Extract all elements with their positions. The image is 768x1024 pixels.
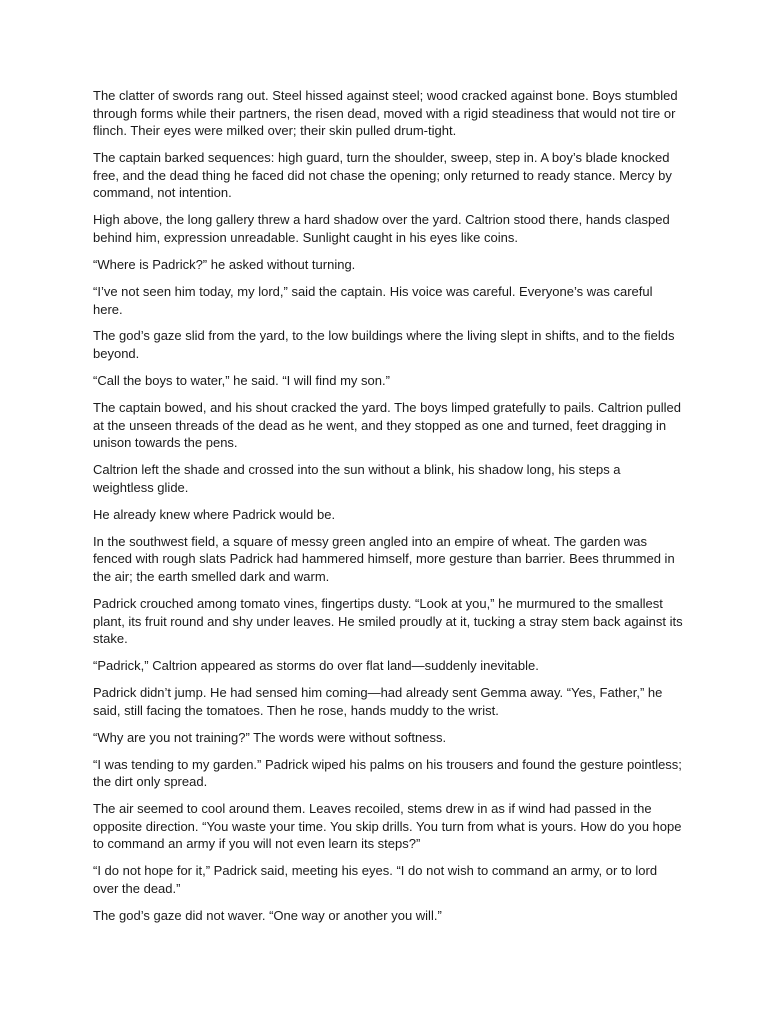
paragraph: In the southwest field, a square of messy green angled into an empire of wheat. The garden was fenced with rough slats Padrick had hammered himself, more gesture than barrier. Bees thrummed in the air; the earth smelled dark and warm. — [93, 533, 675, 584]
paragraph: “Padrick,” Caltrion appeared as storms do over flat land—suddenly inevitable. — [93, 658, 539, 674]
paragraph: “Call the boys to water,” he said. “I will find my son.” — [93, 373, 390, 389]
paragraph: “I do not hope for it,” Padrick said, meeting his eyes. “I do not wish to command an army, or to lord over the dead.” — [93, 863, 658, 897]
paragraph: The god’s gaze slid from the yard, to the low buildings where the living slept in shifts, and to the fields beyond. — [93, 328, 675, 362]
paragraph: The captain bowed, and his shout cracked the yard. The boys limped gratefully to pails. Caltrion pulled at the unseen threads of the dead as he went, and they stopped as one and turned, feet dragging in unison towards the pens. — [93, 400, 681, 451]
paragraph: The air seemed to cool around them. Leaves recoiled, stems drew in as if wind had passed in the opposite direction. “You waste your time. You skip drills. You turn from what is yours. How do you hope to command an army if you will not even learn its steps?” — [93, 801, 682, 852]
paragraph: Padrick didn’t jump. He had sensed him coming—had already sent Gemma away. “Yes, Father,” he said, still facing the tomatoes. Then he rose, hands muddy to the wrist. — [93, 685, 663, 718]
paragraph: Caltrion left the shade and crossed into the sun without a blink, his shadow long, his steps a weightless glide. — [93, 462, 621, 495]
paragraph: “I’ve not seen him today, my lord,” said the captain. His voice was careful. Everyone’s was careful here. — [93, 283, 653, 317]
document-body — [93, 87, 683, 934]
paragraph: The captain barked sequences: high guard, turn the shoulder, sweep, step in. A boy’s blade knocked free, and the dead thing he faced did not chase the opening; only returned to ready stance. Mercy by command, not intention. — [93, 150, 672, 201]
paragraph: High above, the long gallery threw a hard shadow over the yard. Caltrion stood there, hands clasped behind him, expression unreadable. Sunlight caught in his eyes like coins. — [93, 212, 670, 245]
paragraph: “Why are you not training?” The words were without softness. — [93, 729, 447, 745]
paragraph: Padrick crouched among tomato vines, fingertips dusty. “Look at you,” he murmured to the smallest plant, its fruit round and shy under leaves. He smiled proudly at it, tucking a stray stem back against its stake. — [93, 595, 683, 647]
paragraph: He already knew where Padrick would be. — [93, 506, 336, 522]
paragraph: The clatter of swords rang out. Steel hissed against steel; wood cracked against bone. Boys stumbled through forms while their partners, the risen dead, moved with a rigid steadiness that would not tire or flinch. Their eyes were milked over; their skin pulled drum-tight. — [93, 88, 678, 139]
paragraph: “Where is Padrick?” he asked without turning. — [93, 256, 356, 272]
paragraph: “I was tending to my garden.” Padrick wiped his palms on his trousers and found the gesture pointless; the dirt only spread. — [93, 756, 682, 790]
paragraph: The god’s gaze did not waver. “One way or another you will.” — [93, 908, 442, 923]
